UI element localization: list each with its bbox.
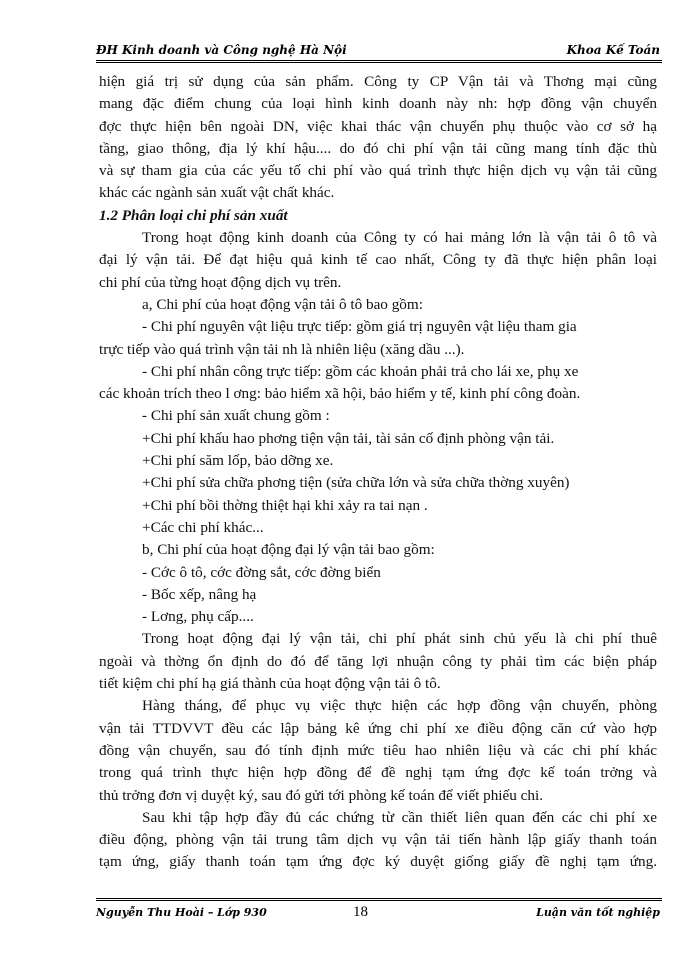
- list-item: +Chi phí khấu hao phơng tiện vận tải, tài sản cố định phòng vận tải.: [142, 429, 555, 447]
- section-heading: 1.2 Phân loại chi phí sản xuất: [99, 206, 288, 224]
- subheading-b: b, Chi phí của hoạt động đại lý vận tải bao gồm:: [142, 541, 435, 559]
- list-item: - Lơng, phụ cấp....: [142, 608, 254, 626]
- text-line: trực tiếp vào quá trình vận tải nh là nhiên liệu (xăng dầu ...).: [99, 340, 465, 358]
- list-item: +Chi phí bồi thờng thiệt hại khi xảy ra tai nạn .: [142, 496, 428, 514]
- page-number: 18: [353, 904, 368, 920]
- list-item: - Chi phí sản xuất chung gồm :: [142, 407, 330, 425]
- subheading-a: a, Chi phí của hoạt động vận tải ô tô bao gồm:: [142, 295, 423, 313]
- text-line: thủ trởng đơn vị duyệt ký, sau đó gửi tới phòng kế toán để viết phiếu chi.: [99, 786, 544, 804]
- header-university: ĐH Kinh doanh và Công nghệ Hà Nội: [96, 43, 347, 57]
- text-line: tầng, giao thông, địa lý khí hậu.... do đó chi phí vận tải cũng mang tính đặc thù: [99, 139, 657, 157]
- text-line: tạm ứng, giấy thanh toán tạm ứng đợc ký duyệt giống giấy đề nghị tạm ứng.: [99, 853, 657, 871]
- list-item: - Chi phí nhân công trực tiếp: gồm các khoản phải trả cho lái xe, phụ xe: [142, 362, 579, 380]
- page-header: [96, 42, 662, 63]
- text-line: Trong hoạt động kinh doanh của Công ty có hai mảng lớn là vận tải ô tô và: [142, 229, 657, 247]
- text-line: Sau khi tập hợp đầy đủ các chứng từ cần thiết liên quan đến các chi phí xe: [142, 808, 657, 826]
- text-line: Trong hoạt động đại lý vận tải, chi phí phát sinh chủ yếu là chi phí thuê: [142, 630, 657, 648]
- text-line: Hàng tháng, để phục vụ việc thực hiện các hợp đồng vận chuyển, phòng: [142, 697, 657, 715]
- text-line: tiết kiệm chi phí hạ giá thành của hoạt động vận tải ô tô.: [99, 675, 441, 693]
- text-line: vận tải TTDVVT đều các lập bảng kê ứng chi phí xe điều động căn cứ vào hợp: [99, 719, 657, 737]
- list-item: +Chi phí sửa chữa phơng tiện (sửa chữa lớn và sửa chữa thờng xuyên): [142, 474, 570, 492]
- footer-doc-type: Luận văn tốt nghiệp: [536, 906, 660, 919]
- text-line: các khoản trích theo l ơng: bảo hiểm xã hội, bảo hiểm y tế, kinh phí công đoàn.: [99, 385, 581, 403]
- text-line: khác các ngành sản xuất vật chất khác.: [99, 184, 335, 202]
- list-item: - Chi phí nguyên vật liệu trực tiếp: gồm giá trị nguyên vật liệu tham gia: [142, 318, 577, 336]
- text-line: ngoài và thờng ổn định do đó để tăng lợi nhuận công ty phải tìm các biện pháp: [99, 652, 657, 670]
- list-item: - Bốc xếp, nâng hạ: [142, 585, 257, 603]
- text-line: trong quá trình thực hiện hợp đồng để đề nghị tạm ứng đợc kế toán trởng và: [99, 764, 657, 782]
- text-line: đợc thực hiện bên ngoài DN, việc khai thác vận chuyển phụ thuộc vào cơ sở hạ: [99, 117, 657, 135]
- header-faculty: Khoa Kế Toán: [566, 43, 660, 57]
- page-footer: [96, 898, 662, 925]
- list-item: +Chi phí săm lốp, bảo dỡng xe.: [142, 452, 334, 470]
- text-line: đồng vận chuyển, sau đó tính định mức tiêu hao nhiên liệu và các chi phí khác: [99, 741, 657, 759]
- text-line: mang đặc điểm chung của loại hình kinh doanh này nh: hợp đồng vận chuyển: [99, 95, 657, 113]
- list-item: +Các chi phí khác...: [142, 518, 264, 536]
- text-line: và sự tham gia của các yếu tố chi phí vào quá trình thực hiện dịch vụ vận tải cũng: [99, 162, 657, 180]
- footer-author: Nguyễn Thu Hoài – Lớp 930: [96, 906, 267, 919]
- text-line: hiện giá trị sử dụng của sản phẩm. Công ty CP Vận tải và Thơng mại cũng: [99, 73, 657, 90]
- text-line: đại lý vận tải. Để đạt hiệu quả kinh tế cao nhất, Công ty đã thực hiện phân loại: [99, 251, 657, 269]
- text-line: chi phí của từng hoạt động dịch vụ trên.: [99, 273, 342, 291]
- list-item: - Cớc ô tô, cớc đờng sắt, cớc đờng biển: [142, 563, 381, 581]
- body-text: [99, 71, 657, 874]
- text-line: điều động, phòng vận tải trung tâm dịch vụ vận tải tiến hành lập giấy thanh toán: [99, 831, 657, 849]
